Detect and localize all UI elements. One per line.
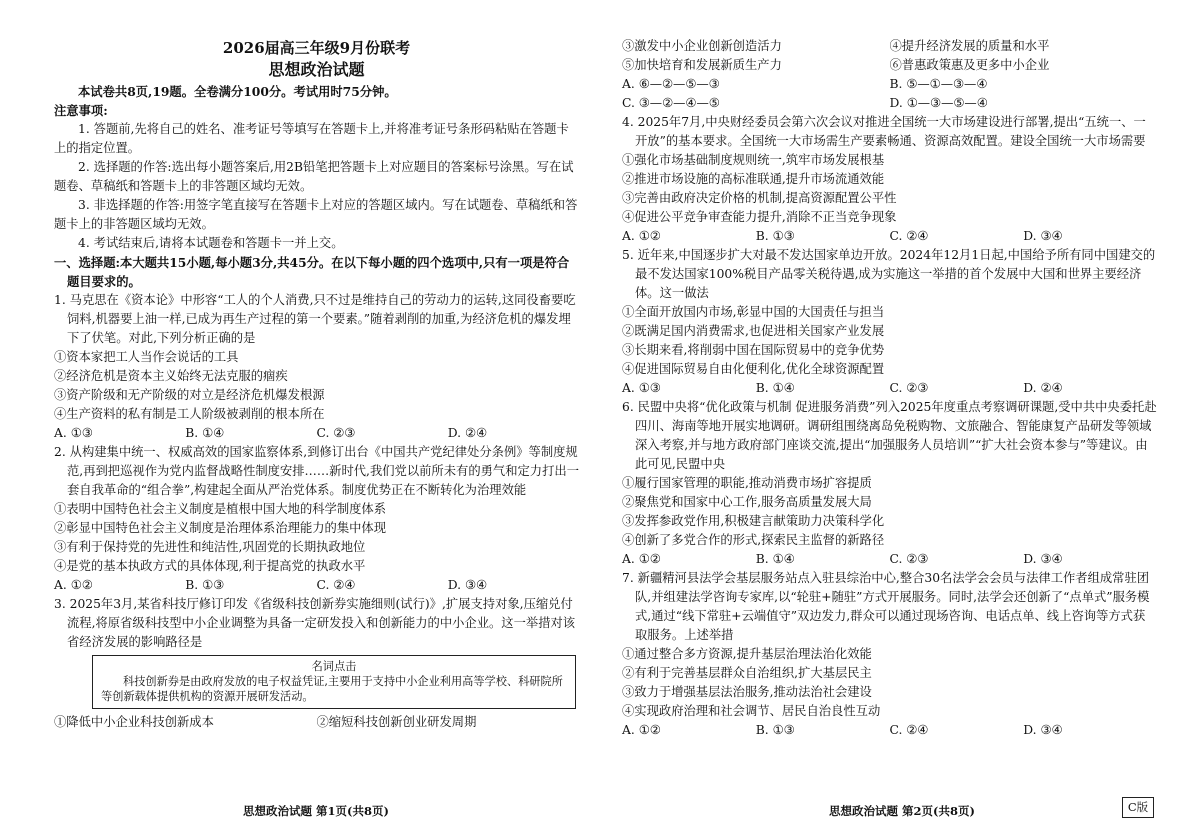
note-item: 4. 考试结束后,请将本试题卷和答题卡一并上交。 [78, 236, 344, 250]
choice-c: C. ②③ [316, 426, 356, 440]
choice-b: B. ①④ [185, 426, 225, 440]
statement-option: ②有利于完善基层群众自治组织,扩大基层民主 [622, 666, 872, 680]
statement-option: ⑥普惠政策惠及更多中小企业 [889, 58, 1050, 72]
box-title: 名词点击 [311, 660, 357, 673]
statement-option: ④实现政府治理和社会调节、居民自治良性互动 [622, 704, 881, 718]
question-stem: 7. 新疆精河县法学会基层服务站点入驻县综治中心,整合30名法学会会员与法律工作者组成常驻团队,并组建法学咨询专家库,以“轮驻+随驻”方式开展服务。同时,法学会还创新了“点单式”服务模式,通过“线下常驻+云端值守”双边发力,群众可以通过现场咨询、电话点单、线上咨询等方式获取服务。上述举措 [622, 571, 1150, 642]
statement-option: ①履行国家管理的职能,推动消费市场扩容提质 [622, 476, 872, 490]
choice-a: A. ①② [622, 723, 661, 737]
answer-choices [54, 424, 579, 443]
note-item: 1. 答题前,先将自己的姓名、准考证号等填写在答题卡上,并将准考证号条形码粘贴在答题卡上的指定位置。 [54, 122, 569, 155]
statement-option: ③长期来看,将削弱中国在国际贸易中的竞争优势 [622, 343, 885, 357]
statement-option: ③激发中小企业创新创造活力 [622, 39, 782, 53]
statement-option: ⑤加快培育和发展新质生产力 [622, 58, 782, 72]
answer-choices [622, 227, 1157, 246]
statement-option: ②既满足国内消费需求,也促进相关国家产业发展 [622, 324, 885, 338]
choice-row [622, 75, 1157, 94]
choice-row [622, 94, 1157, 113]
page-footer-left: 思想政治试题 第1页(共8页) [243, 804, 389, 818]
choice-d: D. ③④ [1023, 229, 1063, 243]
statement-option: ④创新了多党合作的形式,探索民主监督的新路径 [622, 533, 885, 547]
choice-d: D. ②④ [447, 426, 488, 440]
choice-d: D. ③④ [447, 578, 488, 592]
question-4 [622, 113, 1157, 246]
answer-choices [622, 721, 1157, 740]
statement-option: ④是党的基本执政方式的具体体现,利于提高党的执政水平 [54, 559, 366, 573]
question-5 [622, 246, 1157, 398]
choice-c: C. ②④ [889, 229, 929, 243]
choice-d: D. ③④ [1023, 723, 1063, 737]
choice-b: B. ①④ [755, 552, 795, 566]
question-3-continued [622, 37, 1157, 113]
choice-a: A. ①③ [622, 381, 661, 395]
answer-choices [622, 379, 1157, 398]
question-stem: 6. 民盟中央将“优化政策与机制 促进服务消费”列入2025年度重点考察调研课题,受中共中央委托赴四川、海南等地开展实地调研。调研组围绕离岛免税购物、文旅融合、智能康复产品研发等领域深入考察,并与地方政府部门座谈交流,提出“加强服务人员培训”“扩大社会资本参与”等建议。由此可见,民盟中央 [622, 400, 1157, 471]
choice-b: B. ⑤—①—③—④ [889, 77, 988, 91]
choice-c: C. ②④ [889, 723, 929, 737]
statement-option: ④促进国际贸易自由化便利化,优化全球资源配置 [622, 362, 885, 376]
statement-option: ③发挥参政党作用,积极建言献策助力决策科学化 [622, 514, 885, 528]
note-item: 2. 选择题的作答:选出每小题答案后,用2B铅笔把答题卡上对应题目的答案标号涂黑。写在试题卷、草稿纸和答题卡上的非答题区域均无效。 [54, 160, 574, 193]
statement-option: ②经济危机是资本主义始终无法克服的痼疾 [54, 369, 288, 383]
exam-subject: 思想政治试题 [268, 60, 365, 79]
choice-c: C. ③—②—④—⑤ [622, 96, 720, 110]
choice-b: B. ①③ [755, 723, 795, 737]
exam-title: 2026届高三年级9月份联考 [222, 39, 411, 57]
statement-option: ③资产阶级和无产阶级的对立是经济危机爆发根源 [54, 388, 325, 402]
question-stem: 1. 马克思在《资本论》中形容“工人的个人消费,只不过是维持自己的劳动力的运转,这同役畜要吃饲料,机器要上油一样,已成为再生产过程的第一个要素。”随着剥削的加重,为经济危机的爆发埋下了伏笔。对此,下列分析正确的是 [54, 293, 576, 345]
choice-a: A. ⑥—②—⑤—③ [622, 77, 720, 91]
choice-b: B. ①③ [755, 229, 795, 243]
statement-option: ①资本家把工人当作会说话的工具 [54, 350, 239, 364]
choice-a: A. ①② [54, 578, 93, 592]
choice-a: A. ①② [622, 552, 661, 566]
statement-option: ①表明中国特色社会主义制度是植根中国大地的科学制度体系 [54, 502, 387, 516]
statement-option: ②缩短科技创新创业研发周期 [316, 715, 477, 729]
statement-option: ①通过整合多方资源,提升基层治理法治化效能 [622, 647, 872, 661]
choice-b: B. ①③ [185, 578, 225, 592]
question-7 [622, 569, 1157, 740]
box-body: 科技创新券是由政府发放的电子权益凭证,主要用于支持中小企业利用高等学校、科研院所等创新载体提供机构的资源开展研发活动。 [101, 675, 563, 703]
statement-option: ③致力于增强基层法治服务,推动法治社会建设 [622, 685, 872, 699]
choice-a: A. ①② [622, 229, 661, 243]
right-column [622, 37, 1157, 740]
left-column [54, 38, 579, 732]
choice-c: C. ②④ [316, 578, 356, 592]
choice-d: D. ③④ [1023, 552, 1063, 566]
question-stem: 2. 从构建集中统一、权威高效的国家监察体系,到修订出台《中国共产党纪律处分条例》等制度规范,再到把巡视作为党内监督战略性制度安排……新时代,我们党以前所未有的勇气和定力打出一套自我革命的“组合拳”,构建起全面从严治党体系。制度优势正在不断转化为治理效能 [54, 445, 579, 497]
note-item: 3. 非选择题的作答:用签字笔直接写在答题卡上对应的答题区域内。写在试题卷、草稿纸和答题卡上的非答题区域均无效。 [54, 198, 578, 231]
statement-option: ④促进公平竞争审查能力提升,消除不正当竞争现象 [622, 210, 897, 224]
page-footer-right: 思想政治试题 第2页(共8页) [829, 804, 975, 818]
answer-choices [54, 576, 579, 595]
statement-option: ①全面开放国内市场,彰显中国的大国责任与担当 [622, 305, 885, 319]
question-1 [54, 291, 579, 443]
question-stem: 4. 2025年7月,中央财经委员会第六次会议对推进全国统一大市场建设进行部署,提出“五统一、一开放”的基本要求。全国统一大市场需生产要素畅通、资源高效配置。建设全国统一大市场需要 [622, 115, 1146, 148]
choice-c: C. ②③ [889, 381, 929, 395]
choice-d: D. ②④ [1023, 381, 1063, 395]
choice-a: A. ①③ [54, 426, 93, 440]
statement-option: ②彰显中国特色社会主义制度是治理体系治理能力的集中体现 [54, 521, 387, 535]
question-3 [54, 595, 579, 732]
exam-summary: 本试卷共8页,19题。全卷满分100分。考试用时75分钟。 [78, 84, 397, 99]
statement-option: ①强化市场基础制度规则统一,筑牢市场发展根基 [622, 153, 885, 167]
choice-c: C. ②③ [889, 552, 929, 566]
section-heading: 一、选择题:本大题共15小题,每小题3分,共45分。在以下每小题的四个选项中,只有一项是符合题目要求的。 [54, 255, 570, 289]
statement-option: ①降低中小企业科技创新成本 [54, 715, 214, 729]
question-6 [622, 398, 1157, 569]
option-row [622, 37, 1157, 56]
answer-choices [622, 550, 1157, 569]
choice-d: D. ①—③—⑤—④ [889, 96, 988, 110]
option-row [622, 56, 1157, 75]
statement-option: ③完善由政府决定价格的机制,提高资源配置公平性 [622, 191, 897, 205]
notes-heading: 注意事项: [54, 103, 108, 118]
term-definition-box [92, 655, 576, 709]
statement-option: ②聚焦党和国家中心工作,服务高质量发展大局 [622, 495, 872, 509]
question-2 [54, 443, 579, 595]
question-stem: 5. 近年来,中国逐步扩大对最不发达国家单边开放。2024年12月1日起,中国给予所有同中国建交的最不发达国家100%税目产品零关税待遇,成为实施这一举措的首个发展中大国和世界主要经济体。这一做法 [622, 248, 1156, 300]
statement-option: ③有利于保持党的先进性和纯洁性,巩固党的长期执政地位 [54, 540, 366, 554]
statement-option: ④提升经济发展的质量和水平 [889, 39, 1050, 53]
statement-option: ④生产资料的私有制是工人阶级被剥削的根本所在 [54, 407, 325, 421]
question-stem: 3. 2025年3月,某省科技厅修订印发《省级科技创新券实施细则(试行)》,扩展支持对象,压缩兑付流程,将原省级科技型中小企业调整为具备一定研发投入和创新能力的中小企业。这一举措对该省经济发展的影响路径是 [54, 597, 576, 649]
option-row [54, 713, 579, 732]
choice-b: B. ①④ [755, 381, 795, 395]
statement-option: ②推进市场设施的高标准联通,提升市场流通效能 [622, 172, 885, 186]
version-badge: C版 [1122, 797, 1154, 818]
